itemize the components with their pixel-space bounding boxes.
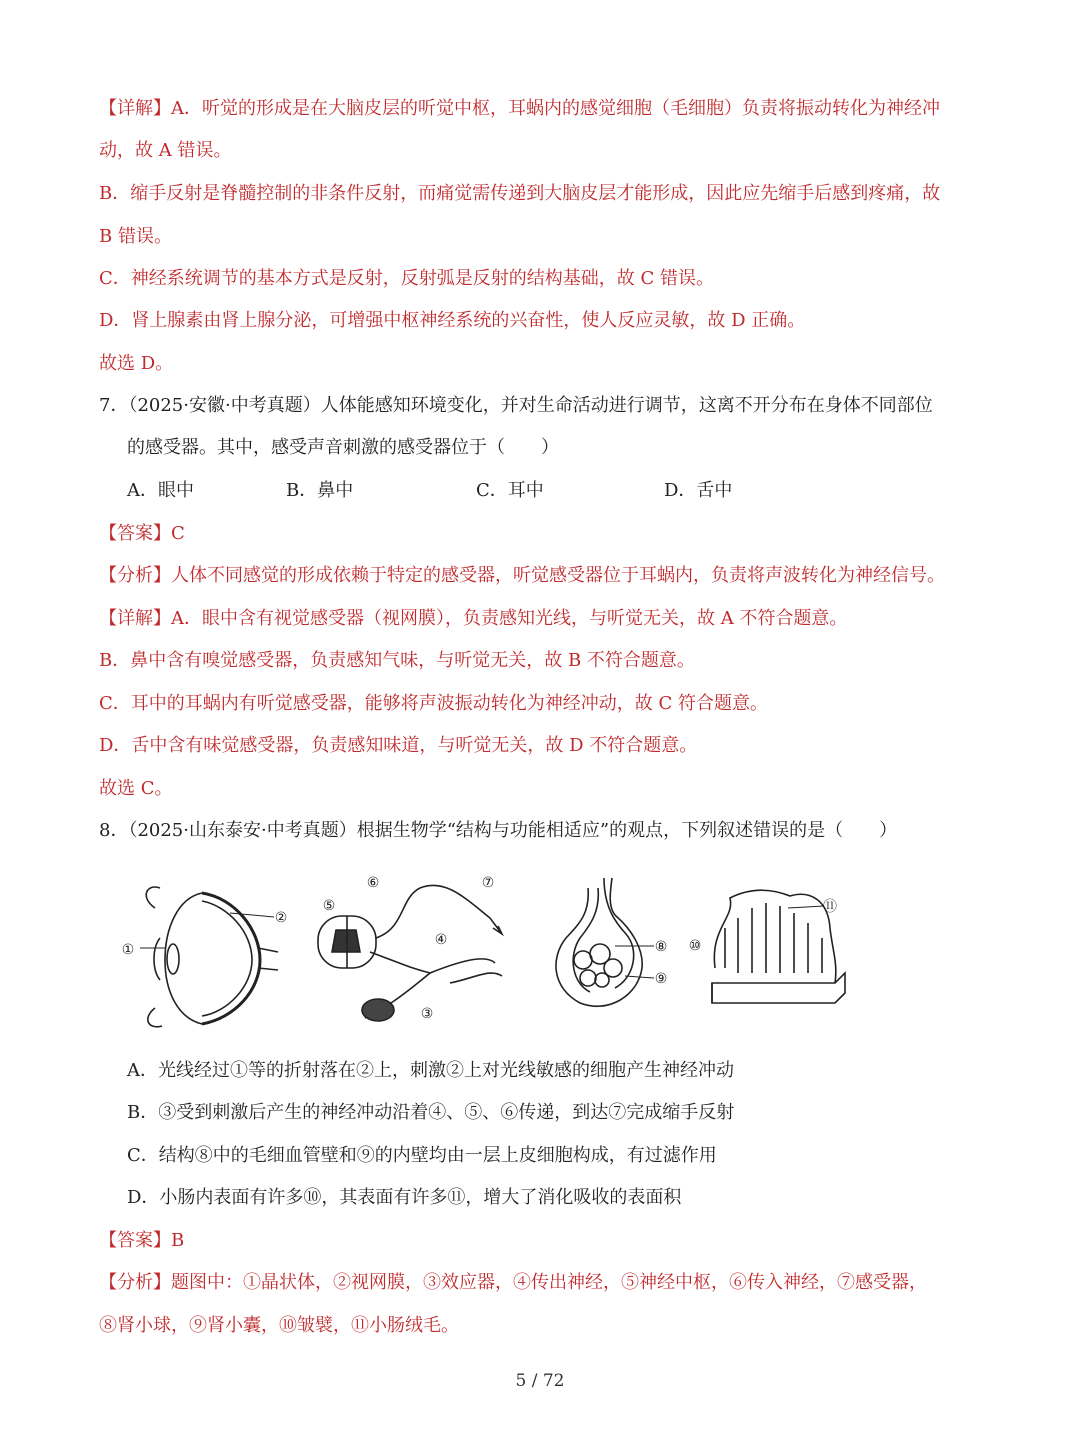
q8-stem: 8．（2025·山东泰安·中考真题）根据生物学“结构与功能相适应”的观点，下列叙述错误的是（ ） — [99, 820, 898, 841]
fig-label-3: ③ — [420, 1006, 434, 1022]
detail-b-line2: B 错误。 — [99, 226, 172, 247]
q7-stem-line2: 的感受器。其中，感受声音刺激的感受器位于（ ） — [127, 437, 559, 458]
fig-label-4: ④ — [434, 932, 448, 948]
eye-diagram — [140, 887, 278, 1027]
q8-analysis-line2: ⑧肾小球，⑨肾小囊，⑩皱襞，⑪小肠绒毛。 — [99, 1315, 459, 1336]
q7-detail-a: 【详解】A．眼中含有视觉感受器（视网膜），负责感知光线，与听觉无关，故 A 不符合题意。 — [99, 608, 848, 629]
q8-option-a: A．光线经过①等的折射落在②上，刺激②上对光线敏感的细胞产生神经冲动 — [127, 1060, 734, 1081]
fig-label-11: ⑪ — [823, 899, 837, 915]
fig-label-8: ⑧ — [654, 939, 668, 955]
detail-c: C．神经系统调节的基本方式是反射，反射弧是反射的结构基础，故 C 错误。 — [99, 268, 714, 289]
fig-label-7: ⑦ — [481, 875, 495, 891]
q8-answer: 【答案】B — [99, 1230, 185, 1251]
detail-a-line1: 【详解】A．听觉的形成是在大脑皮层的听觉中枢，耳蜗内的感觉细胞（毛细胞）负责将振动转化为神经冲 — [99, 98, 940, 119]
detail-a-line2: 动，故 A 错误。 — [99, 140, 232, 161]
reflex-arc-diagram — [318, 885, 502, 1021]
q8-option-b: B．③受到刺激后产生的神经冲动沿着④、⑤、⑥传递，到达⑦完成缩手反射 — [127, 1102, 735, 1123]
q7-option-a: A．眼中 — [127, 480, 194, 501]
q7-option-d: D．舌中 — [664, 480, 733, 501]
page-number: 5 / 72 — [515, 1371, 565, 1391]
fig-label-10: ⑩ — [688, 938, 702, 954]
nephron-diagram — [556, 878, 654, 1006]
detail-b-line1: B．缩手反射是脊髓控制的非条件反射，而痛觉需传递到大脑皮层才能形成，因此应先缩手后感到疼痛，故 — [99, 183, 941, 204]
detail-d: D．肾上腺素由肾上腺分泌，可增强中枢神经系统的兴奋性，使人反应灵敏，故 D 正确。 — [99, 310, 806, 331]
q8-figure — [110, 868, 860, 1038]
q8-option-c: C．结构⑧中的毛细血管壁和⑨的内壁均由一层上皮细胞构成，有过滤作用 — [127, 1145, 717, 1166]
fig-label-1: ① — [121, 942, 135, 958]
q7-answer: 【答案】C — [99, 523, 185, 544]
fig-label-2: ② — [274, 910, 288, 926]
fig-label-6: ⑥ — [366, 875, 380, 891]
q7-detail-b: B．鼻中含有嗅觉感受器，负责感知气味，与听觉无关，故 B 不符合题意。 — [99, 650, 695, 671]
fig-label-5: ⑤ — [322, 898, 336, 914]
q7-detail-d: D．舌中含有味觉感受器，负责感知味道，与听觉无关，故 D 不符合题意。 — [99, 735, 698, 756]
q8-analysis-line1: 【分析】题图中：①晶状体，②视网膜，③效应器，④传出神经，⑤神经中枢，⑥传入神经，⑦感受器， — [99, 1272, 927, 1293]
detail-choice: 故选 D。 — [99, 353, 174, 374]
q7-choice: 故选 C。 — [99, 778, 173, 799]
q7-stem-line1: 7．（2025·安徽·中考真题）人体能感知环境变化，并对生命活动进行调节，这离不开分布在身体不同部位 — [99, 395, 933, 416]
q7-detail-c: C．耳中的耳蜗内有听觉感受器，能够将声波振动转化为神经冲动，故 C 符合题意。 — [99, 693, 768, 714]
q8-option-d: D．小肠内表面有许多⑩，其表面有许多⑪，增大了消化吸收的表面积 — [127, 1187, 682, 1208]
q7-analysis: 【分析】人体不同感觉的形成依赖于特定的感受器，听觉感受器位于耳蜗内，负责将声波转化为神经信号。 — [99, 565, 945, 586]
q7-option-c: C．耳中 — [476, 480, 544, 501]
q7-option-b: B．鼻中 — [286, 480, 354, 501]
fig-label-9: ⑨ — [654, 971, 668, 987]
